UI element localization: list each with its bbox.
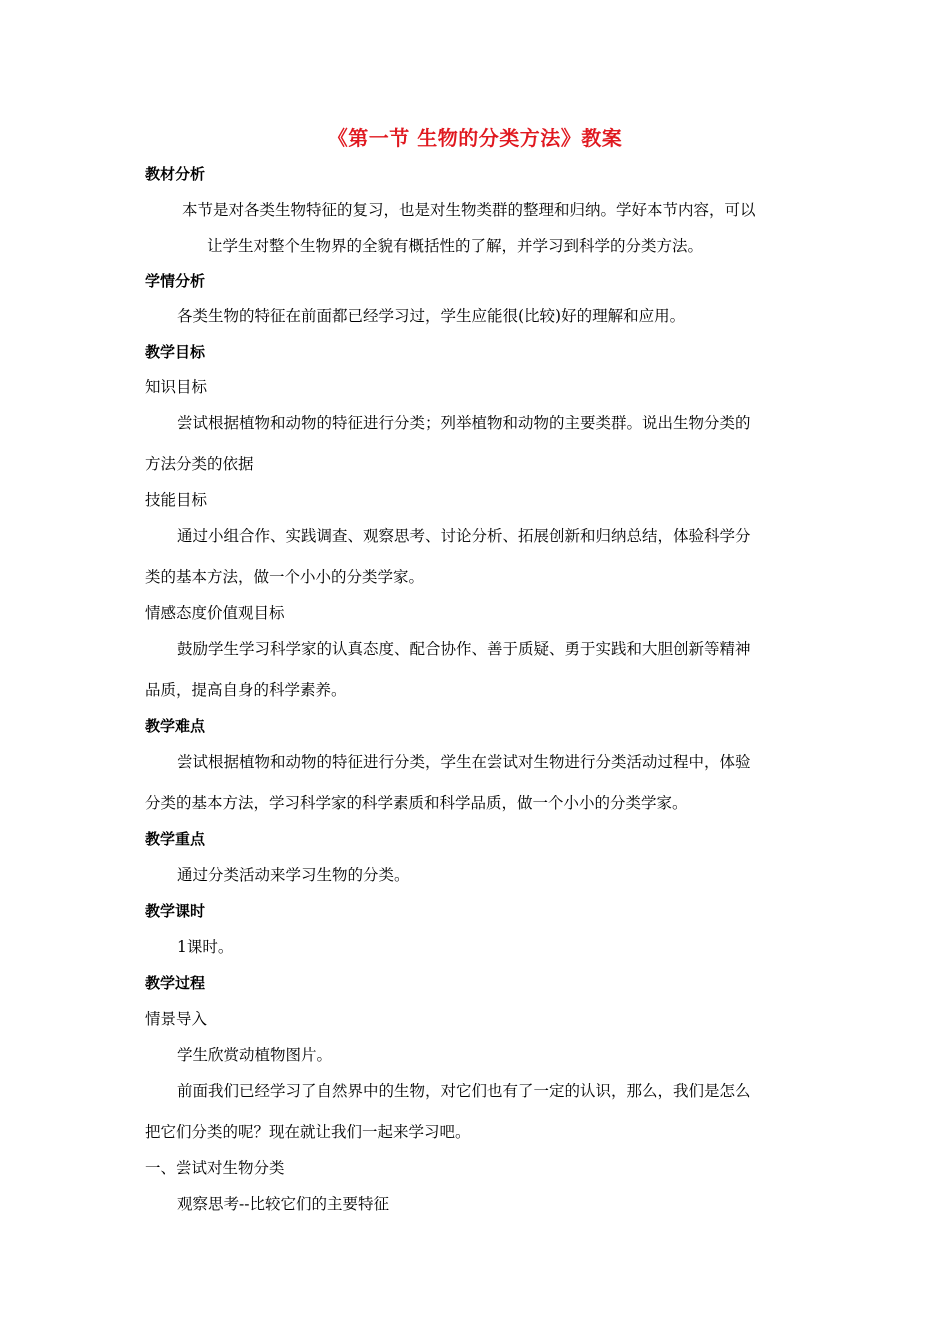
knowledge-objective-line-1: 尝试根据植物和动物的特征进行分类；列举植物和动物的主要类群。说出生物分类的	[177, 414, 751, 432]
heading-material-analysis: 教材分析	[145, 165, 206, 183]
emotion-objective-line-2: 品质，提高自身的科学素养。	[145, 681, 347, 699]
difficulty-line-2: 分类的基本方法，学习科学家的科学素质和科学品质，做一个小小的分类学家。	[145, 794, 688, 812]
process-intro-label: 情景导入	[145, 1010, 208, 1028]
process-intro-line-2: 前面我们已经学习了自然界中的生物，对它们也有了一定的认识，那么，我们是怎么	[177, 1082, 751, 1100]
heading-student-analysis: 学情分析	[145, 272, 206, 290]
skill-objective-line-1: 通过小组合作、实践调查、观察思考、讨论分析、拓展创新和归纳总结，体验科学分	[177, 527, 751, 545]
heading-difficulty: 教学难点	[145, 717, 206, 735]
material-analysis-line-1: 本节是对各类生物特征的复习，也是对生物类群的整理和归纳。学好本节内容，可以	[182, 201, 756, 219]
heading-key-point: 教学重点	[145, 830, 206, 848]
heading-hours: 教学课时	[145, 902, 206, 920]
material-analysis-line-2: 让学生对整个生物界的全貌有概括性的了解，并学习到科学的分类方法。	[207, 237, 704, 255]
emotion-objective-line-1: 鼓励学生学习科学家的认真态度、配合协作、善于质疑、勇于实践和大胆创新等精神	[177, 640, 751, 658]
knowledge-objective-line-2: 方法分类的依据	[145, 455, 254, 473]
document-title: 《第一节 生物的分类方法》教案	[327, 126, 623, 150]
process-step1-label: 一、尝试对生物分类	[145, 1159, 285, 1177]
skill-objective-label: 技能目标	[145, 491, 208, 509]
knowledge-objective-label: 知识目标	[145, 378, 208, 396]
process-step1-line-1: 观察思考--比较它们的主要特征	[177, 1195, 389, 1213]
student-analysis-para: 各类生物的特征在前面都已经学习过，学生应能很(比较)好的理解和应用。	[177, 307, 686, 325]
difficulty-line-1: 尝试根据植物和动物的特征进行分类，学生在尝试对生物进行分类活动过程中，体验	[177, 753, 751, 771]
heading-process: 教学过程	[145, 974, 206, 992]
key-point-para: 通过分类活动来学习生物的分类。	[177, 866, 410, 884]
process-intro-line-3: 把它们分类的呢？现在就让我们一起来学习吧。	[145, 1123, 471, 1141]
heading-objectives: 教学目标	[145, 343, 206, 361]
skill-objective-line-2: 类的基本方法，做一个小小的分类学家。	[145, 568, 425, 586]
emotion-objective-label: 情感态度价值观目标	[145, 604, 285, 622]
hours-para: 1课时。	[177, 938, 234, 956]
process-intro-line-1: 学生欣赏动植物图片。	[177, 1046, 333, 1064]
